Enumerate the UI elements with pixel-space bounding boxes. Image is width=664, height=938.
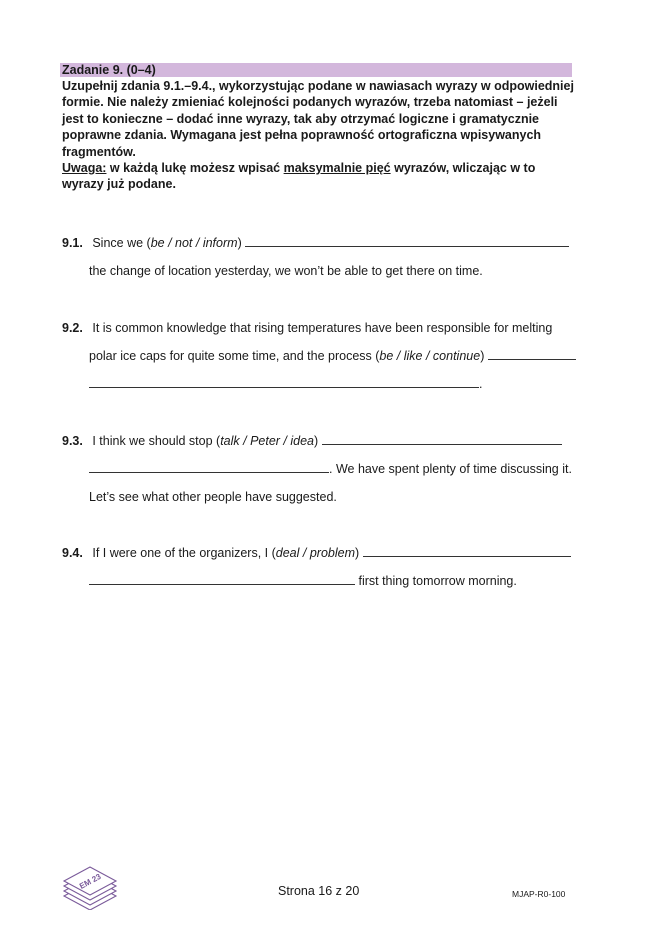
- sentence-text: . We have spent plenty of time discussing it.: [329, 462, 572, 476]
- sentence-text: first thing tomorrow morning.: [355, 574, 517, 588]
- answer-blank[interactable]: [322, 434, 562, 445]
- item-9-1-line-1: [62, 236, 569, 250]
- sentence-text: .: [479, 377, 483, 391]
- sentence-text: Let’s see what other people have suggested.: [89, 490, 337, 504]
- exam-code: MJAP-R0-100: [512, 889, 566, 899]
- sentence-text: the change of location yesterday, we won’t be able to get there on time.: [89, 264, 483, 278]
- answer-blank[interactable]: [488, 349, 576, 360]
- item-9-2-line-2: [89, 349, 576, 363]
- sentence-text: polar ice caps for quite some time, and the process (: [89, 349, 380, 363]
- sentence-text: ): [314, 434, 322, 448]
- logo-text: EM 23: [77, 872, 103, 891]
- item-number: 9.1.: [62, 236, 83, 250]
- item-number: 9.3.: [62, 434, 83, 448]
- item-9-3-line-3: [89, 490, 337, 504]
- item-9-2-line-3: [89, 377, 482, 391]
- note-label: Uwaga:: [62, 161, 107, 176]
- item-9-1-line-2: [89, 264, 483, 278]
- answer-blank[interactable]: [89, 574, 355, 585]
- item-9-2-line-1: [62, 321, 552, 335]
- sentence-text: I think we should stop (: [92, 434, 221, 448]
- note-text-b: wyrazów, wliczając w to wyrazy już podane.: [62, 161, 536, 192]
- sentence-text: ): [480, 349, 488, 363]
- sentence-text: It is common knowledge that rising temperatures have been responsible for melting: [92, 321, 553, 335]
- sentence-text: If I were one of the organizers, I (: [92, 546, 276, 560]
- sentence-text: ): [355, 546, 363, 560]
- instructions-text: Uzupełnij zdania 9.1.–9.4., wykorzystując podane w nawiasach wyrazy w odpowiedniej formie. Nie należy zmieniać kolejności podanych wyrazów, trzeba natomiast – jeżeli jest to konieczne – dodać inne wyrazy, tak aby otrzymać logiczne i gramatycznie poprawne zdania. Wymagana jest pełna poprawność ortograficzna wpisywanych fragmentów.: [62, 79, 574, 159]
- note-text-a: w każdą lukę możesz wpisać: [106, 161, 284, 176]
- item-number: 9.4.: [62, 546, 83, 560]
- given-words: be / not / inform: [150, 236, 238, 250]
- answer-blank[interactable]: [89, 377, 479, 388]
- answer-blank[interactable]: [363, 546, 571, 557]
- sentence-text: ): [237, 236, 246, 250]
- given-words: be / like / continue: [379, 349, 481, 363]
- sentence-text: Since we (: [92, 236, 151, 250]
- exam-logo-icon: [60, 866, 120, 910]
- exam-logo: [60, 866, 120, 910]
- given-words: deal / problem: [275, 546, 355, 560]
- item-9-4-line-2: [89, 574, 517, 588]
- given-words: talk / Peter / idea: [220, 434, 315, 448]
- item-9-3-line-1: [62, 434, 562, 448]
- page-number: Strona 16 z 20: [278, 884, 360, 898]
- item-9-4-line-1: [62, 546, 571, 560]
- answer-blank[interactable]: [245, 236, 569, 247]
- note-emphasis: maksymalnie pięć: [283, 161, 391, 176]
- instructions: [62, 78, 574, 193]
- answer-blank[interactable]: [89, 462, 329, 473]
- item-number: 9.2.: [62, 321, 83, 335]
- task-header: Zadanie 9. (0–4): [60, 63, 572, 77]
- item-9-3-line-2: [89, 462, 572, 476]
